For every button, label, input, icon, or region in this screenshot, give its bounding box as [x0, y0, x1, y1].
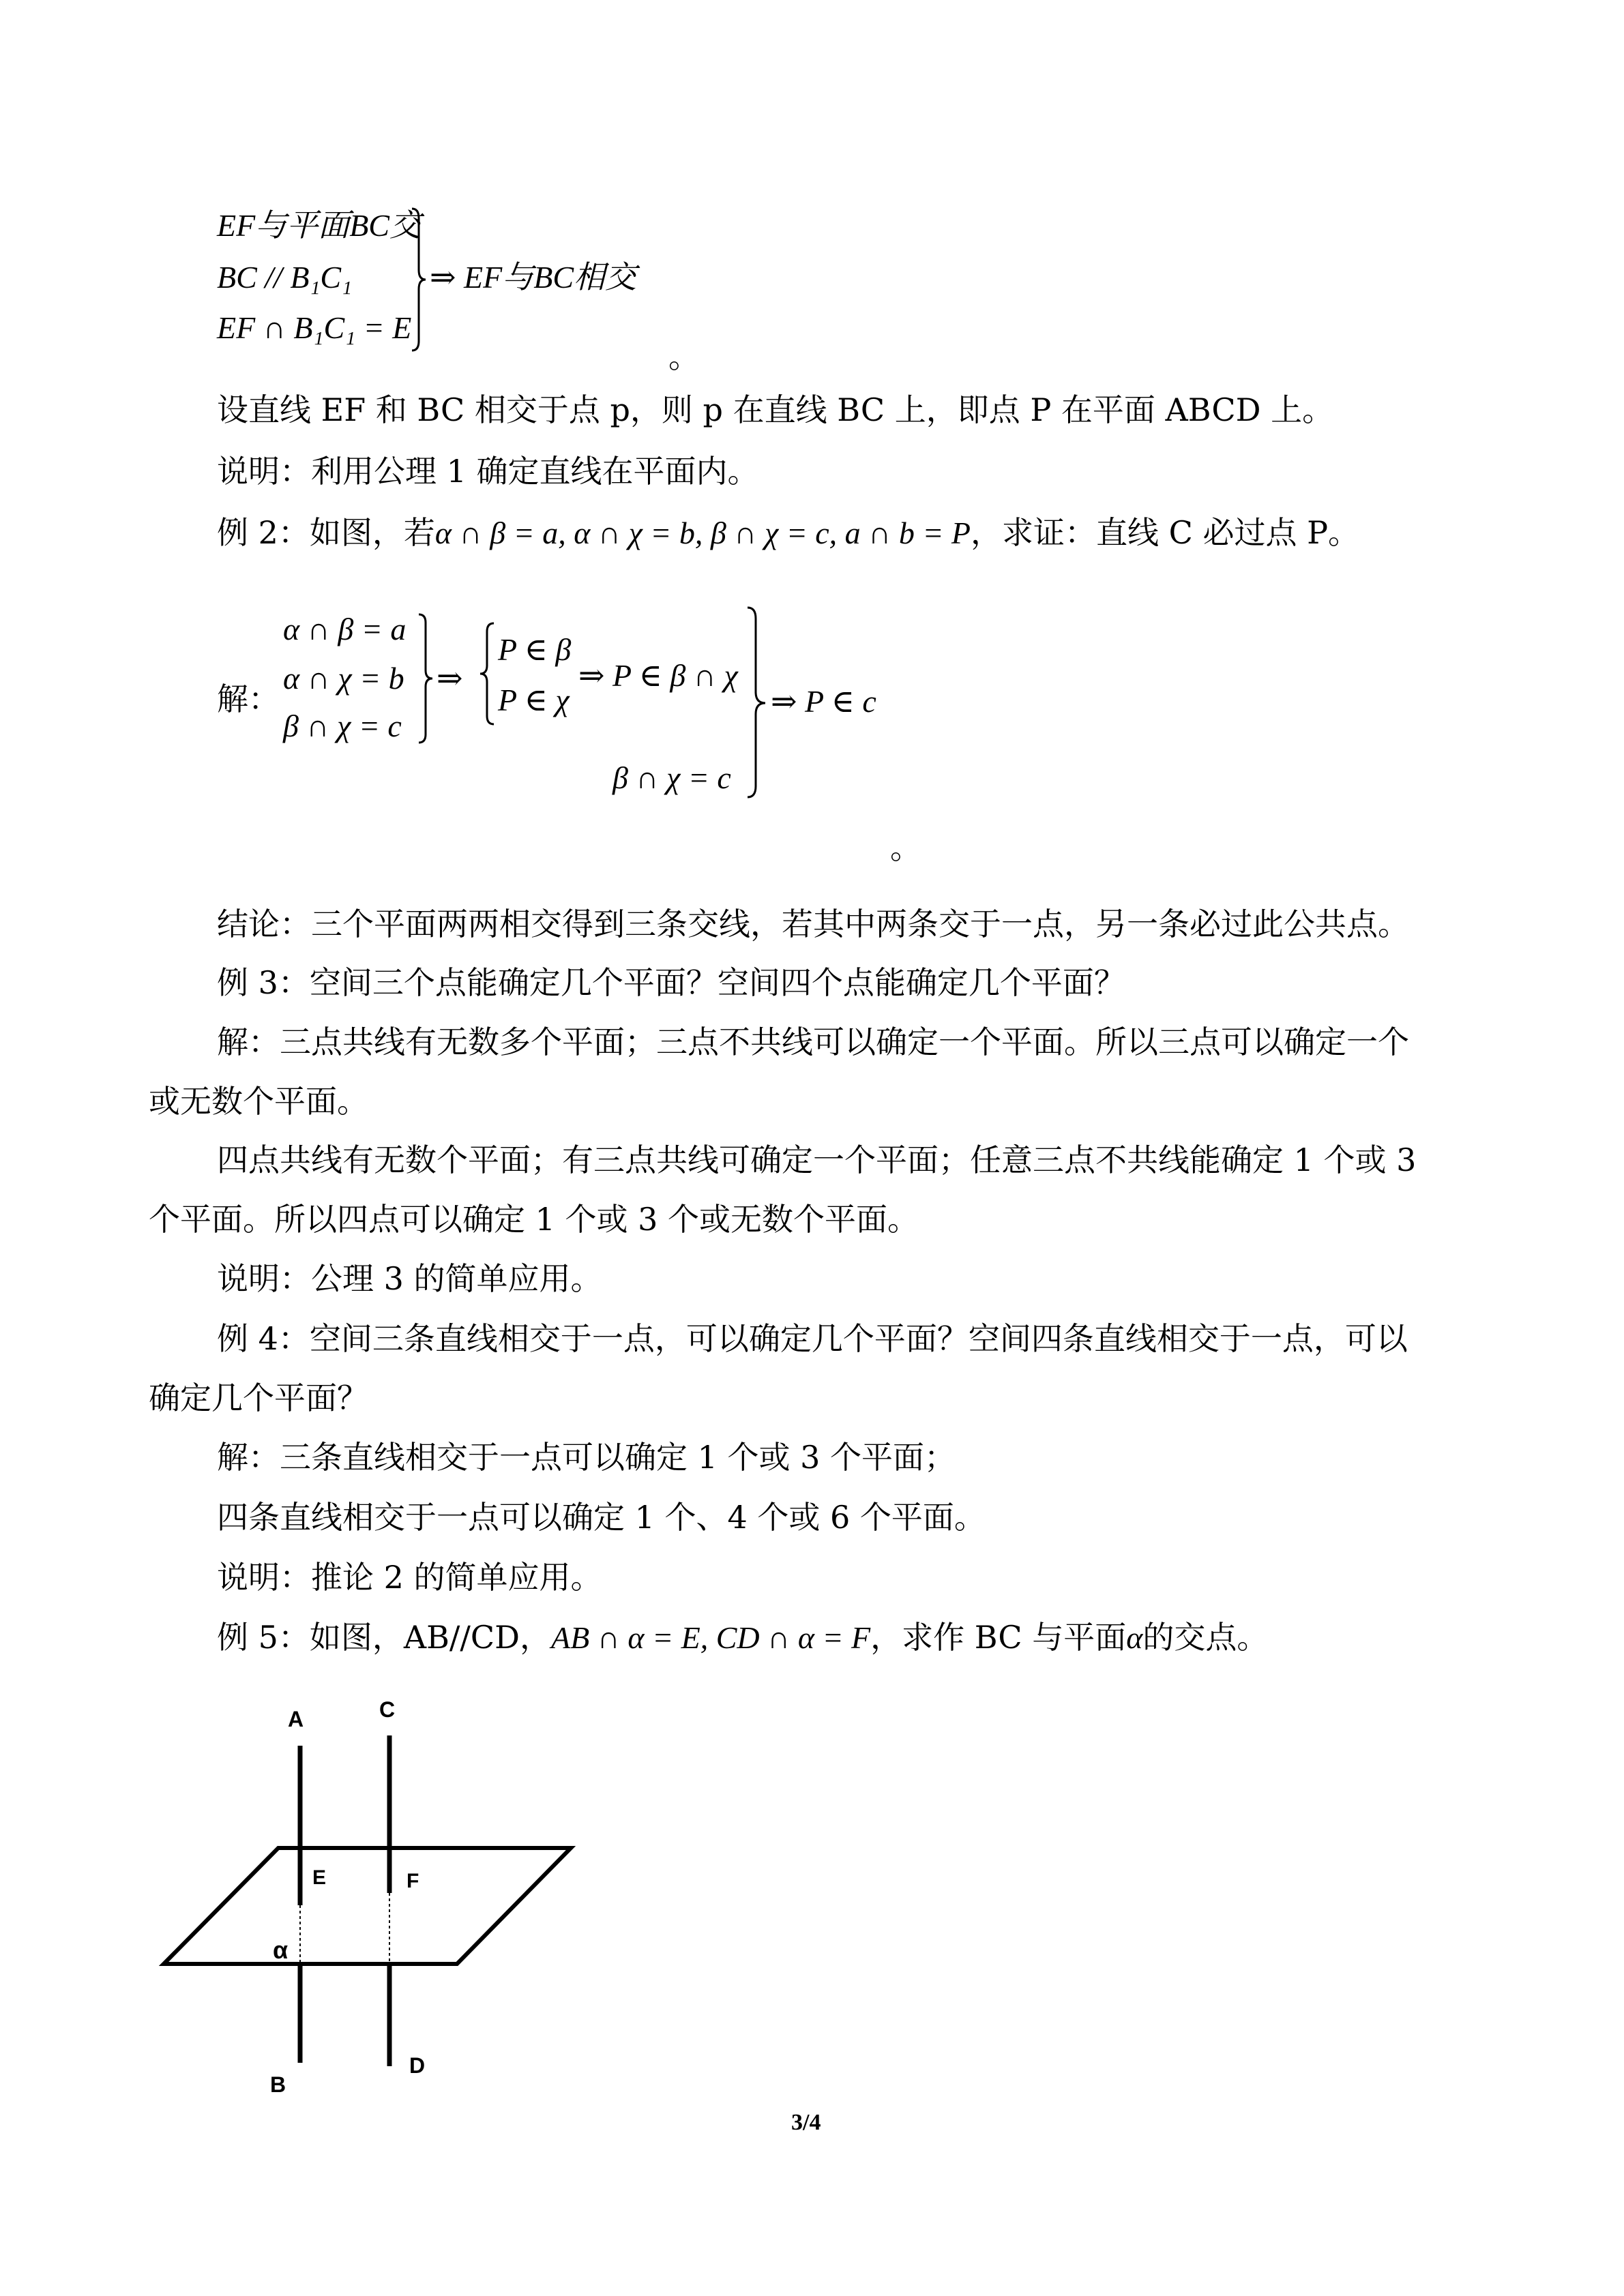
paragraph-7: 说明：公理 3 的简单应用。 [217, 1260, 602, 1297]
paragraph-5a: 解：三点共线有无数多个平面；三点不共线可以确定一个平面。所以三点可以确定一个 [217, 1024, 1409, 1060]
label-c: C [379, 1697, 396, 1722]
example-5-mid: ，求作 BC 与平面 [870, 1619, 1127, 1656]
page-number: 3/4 [791, 2110, 821, 2135]
paragraph-11: 说明：推论 2 的简单应用。 [217, 1559, 602, 1596]
paragraph-8b: 确定几个平面？ [149, 1380, 368, 1416]
solve-label: 解： [217, 681, 280, 717]
paragraph-3: 结论：三个平面两两相交得到三条交线，若其中两条交于一点，另一条必过此公共点。 [217, 906, 1409, 942]
example-2-suffix: ，求证：直线 C 必过点 P。 [971, 514, 1360, 551]
paragraph-6a: 四点共线有无数个平面；有三点共线可确定一个平面；任意三点不共线能确定 1 个或 3 [217, 1142, 1417, 1178]
block2-period: 。 [890, 829, 921, 866]
paragraph-8a: 例 4：空间三条直线相交于一点，可以确定几个平面？空间四条直线相交于一点，可以 [217, 1320, 1408, 1357]
block2-mid-row-2: P ∈ χ [498, 683, 570, 717]
label-e: E [312, 1866, 327, 1889]
label-b: B [270, 2072, 286, 2097]
example-5-suffix: 的交点。 [1142, 1619, 1269, 1656]
block2-mid-result: ⇒ P ∈ β ∩ χ [578, 658, 738, 693]
block2-left-row-3: β ∩ χ = c [283, 709, 402, 743]
label-alpha: α [273, 1936, 289, 1964]
block2-left-row-2: α ∩ χ = b [283, 661, 404, 696]
label-a: A [288, 1707, 304, 1731]
block1-brace [409, 205, 430, 355]
block2-lower-row: β ∩ χ = c [612, 760, 731, 795]
paragraph-2: 说明：利用公理 1 确定直线在平面内。 [217, 453, 759, 490]
block1-row-3: EF ∩ B₁C₁ = E [217, 310, 412, 345]
example-2-line [217, 514, 1360, 551]
paragraph-9: 解：三条直线相交于一点可以确定 1 个或 3 个平面； [217, 1439, 956, 1476]
block1-row-1: EF与平面BC交 [217, 208, 421, 243]
example-5-math: AB ∩ α = E, CD ∩ α = F [551, 1620, 871, 1655]
paragraph-1: 设直线 EF 和 BC 相交于点 p，则 p 在直线 BC 上，即点 P 在平面 ABCD 上。 [217, 391, 1334, 428]
block2-left-row-1: α ∩ β = a [283, 612, 407, 646]
example-2-math: α ∩ β = a, α ∩ χ = b, β ∩ χ = c, a ∩ b = P [434, 516, 971, 550]
label-f: F [407, 1870, 419, 1892]
paragraph-5b: 或无数个平面。 [149, 1083, 368, 1120]
block2-right-brace [745, 603, 769, 801]
label-d: D [409, 2053, 426, 2078]
paragraph-10: 四条直线相交于一点可以确定 1 个、4 个或 6 个平面。 [217, 1499, 986, 1536]
example-5-alpha: α [1126, 1620, 1143, 1655]
paragraph-6b: 个平面。所以四点可以确定 1 个或 3 个或无数个平面。 [149, 1201, 919, 1238]
block2-final: ⇒ P ∈ c [771, 684, 876, 719]
example-5-prefix: 例 5：如图，AB//CD， [217, 1619, 551, 1656]
plane-lines-figure [136, 1691, 614, 2100]
example-2-prefix: 例 2：如图，若 [217, 514, 435, 551]
block1-period: 。 [668, 338, 700, 375]
plane-alpha [164, 1848, 571, 1964]
block1-result: ⇒ EF与BC相交 [430, 260, 637, 295]
paragraph-4: 例 3：空间三个点能确定几个平面？空间四个点能确定几个平面？ [217, 964, 1125, 1001]
block1-row-2: BC // B₁C₁ [217, 260, 353, 295]
block2-left-brace [416, 610, 437, 747]
example-5-line [217, 1619, 1269, 1656]
block2-implies-1: ⇒ [437, 661, 463, 696]
block2-mid-brace [476, 619, 497, 728]
block2-mid-row-1: P ∈ β [498, 632, 572, 667]
